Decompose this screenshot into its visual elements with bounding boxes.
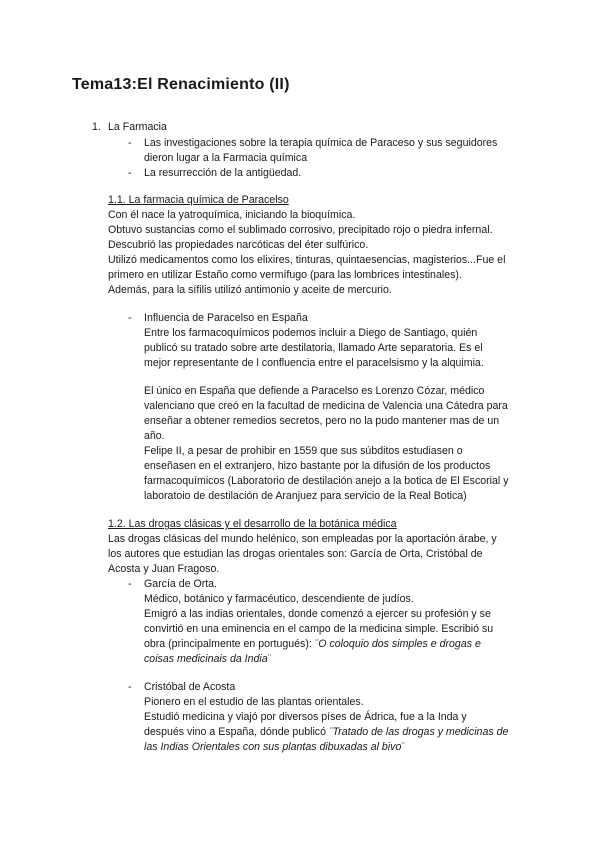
bullet-dash: - (128, 681, 132, 693)
paragraph-line: convirtió en una eminencia en el campo de la medicina simple. Escribió su (144, 623, 494, 635)
paragraph-line: Con él nace la yatroquímica, iniciando la bioquímica. (108, 209, 356, 221)
bullet-dash: - (128, 167, 132, 179)
paragraph-line: Emigró a las indias orientales, donde comenzó a ejercer su profesión y se (144, 608, 491, 620)
paragraph-line: Descubrió las propiedades narcóticas del éter sulfúrico. (108, 239, 369, 251)
paragraph-line (144, 740, 405, 756)
bullet-title: García de Orta. (144, 578, 218, 590)
paragraph-line: año. (144, 430, 165, 442)
bullet-text: Las investigaciones sobre la terapia química de Paraceso y sus seguidores (144, 137, 498, 149)
paragraph-line: Pionero en el estudio de las plantas orientales. (144, 696, 364, 708)
bullet-text: dieron lugar a la Farmacia química (144, 152, 308, 164)
bullet-dash: - (128, 312, 132, 324)
paragraph-line: Médico, botánico y farmacéutico, descendiente de judíos. (144, 593, 414, 605)
paragraph-line: Acosta y Juan Fragoso. (108, 563, 220, 575)
page-title: Tema13:El Renacimiento (II) (72, 76, 290, 93)
paragraph-line: los autores que estudian las drogas orientales son: García de Orta, Cristóbal de (108, 548, 483, 560)
paragraph-line: enseñasen en el extranjero, hizo bastante por la difusión de los productos (144, 460, 491, 472)
paragraph-line: primero en utilizar Estaño como vermífugo (para las lombrices intestinales). (108, 269, 462, 281)
book-title: ¨O coloquio dos simples e drogas e (314, 638, 481, 650)
closing-quote: ¨ (267, 653, 272, 665)
obra-prefix: obra (principalmente en portugués): (144, 638, 315, 650)
book-title: ¨Tratado de las drogas y medicinas de (328, 726, 509, 738)
paragraph-line: publicó su tratado sobre arte destilatoria, llamado Arte separatoria. Es el (144, 342, 483, 354)
paragraph-line (144, 637, 481, 653)
paragraph-line: farmacoquímicos (Laboratorio de destilación anejo a la botica de El Escorial y (144, 475, 509, 487)
paragraph-line: Obtuvo sustancias como el sublimado corrosivo, precipitado rojo o piedra infernal. (108, 224, 493, 236)
paragraph-line: Entre los farmacoquímicos podemos incluir a Diego de Santiago, quién (144, 327, 478, 339)
paragraph-line: Utilizó medicamentos como los elixires, tinturas, quintaesencias, magisterios...Fue el (108, 254, 506, 266)
book-title: coisas medicinais da India (144, 653, 268, 665)
paragraph-line (144, 652, 271, 668)
paragraph-line: El único en España que defiende a Paracelso es Lorenzo Cózar, médico (144, 385, 485, 397)
paragraph-line: mejor representante de l confluencia entre el paracelsismo y la alquimia. (144, 357, 484, 369)
bullet-title: Influencia de Paracelso en España (144, 312, 308, 324)
bullet-dash: - (128, 578, 132, 590)
closing-quote: ¨ (401, 741, 405, 753)
bullet-text: La resurrección de la antigüedad. (144, 167, 302, 179)
paragraph-line: valenciano que creó en la facultad de medicina de Valencia una Cátedra para (144, 400, 508, 412)
bullet-title: Cristóbal de Acosta (144, 681, 236, 693)
section-heading: La Farmacia (108, 121, 167, 133)
paragraph-line: enseñar a obtener remedios secretos, pero no la pudo mantener mas de un (144, 415, 500, 427)
book-title: las Indias Orientales con sus plantas dibuxadas al bivo (144, 741, 402, 753)
obra-prefix: después vino a España, dónde publicó (144, 726, 329, 738)
subsection-heading: 1.1. La farmacia química de Paracelso (108, 194, 289, 206)
paragraph-line (144, 725, 508, 741)
paragraph-line: Felipe II, a pesar de prohibir en 1559 que sus súbditos estudiasen o (144, 445, 463, 457)
paragraph-line: Estudió medicina y viajó por diversos píses de Ádrica, fue a la Inda y (144, 711, 467, 723)
bullet-dash: - (128, 137, 132, 149)
paragraph-line: laboratoio de destilación de Aranjuez para servicio de la Real Botica) (144, 490, 467, 502)
section-number: 1. (92, 121, 101, 133)
subsection-heading: 1.2. Las drogas clásicas y el desarrollo de la botánica médica (108, 518, 397, 530)
paragraph-line: Las drogas clásicas del mundo helénico, son empleadas por la aportación árabe, y (108, 533, 497, 545)
paragraph-line: Además, para la sífilis utilizó antimonio y aceite de mercurio. (108, 284, 392, 296)
